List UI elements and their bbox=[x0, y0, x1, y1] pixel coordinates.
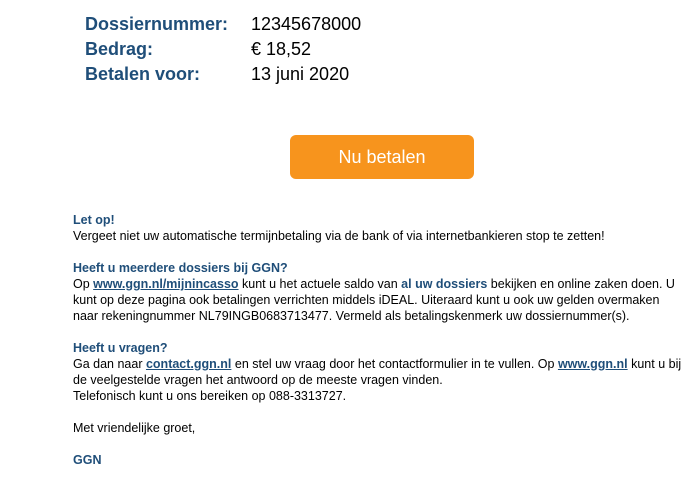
questions-text bbox=[73, 356, 683, 388]
due-date-row bbox=[85, 64, 485, 89]
pay-now-button[interactable]: Nu betalen bbox=[290, 135, 474, 179]
questions-mid: en stel uw vraag door het contactformulier in te vullen. Op bbox=[231, 357, 558, 371]
multiple-pre: Op bbox=[73, 277, 94, 291]
amount-row bbox=[85, 39, 485, 64]
multiple-dossiers-text bbox=[73, 276, 683, 324]
notice-heading: Let op! bbox=[73, 213, 115, 227]
multiple-mid: kunt u het actuele saldo van bbox=[238, 277, 402, 291]
questions-post: kunt u bij de veelgestelde vragen het antwoord op de meeste vragen vinden. bbox=[73, 357, 682, 387]
dossier-row bbox=[85, 14, 485, 39]
questions-pre: Ga dan naar bbox=[73, 357, 146, 371]
amount-label: Bedrag: bbox=[85, 39, 154, 59]
mijnincasso-link[interactable]: www.ggn.nl/mijnincasso bbox=[93, 277, 239, 291]
amount-value: € 18,52 bbox=[251, 39, 312, 59]
notice-text: Vergeet niet uw automatische termijnbetaling via de bank of via internetbankieren stop te zetten! bbox=[73, 229, 605, 243]
dossier-label: Dossiernummer: bbox=[85, 14, 229, 34]
questions-heading: Heeft u vragen? bbox=[73, 341, 168, 355]
multiple-dossiers-heading: Heeft u meerdere dossiers bij GGN? bbox=[73, 261, 288, 275]
payment-details bbox=[85, 14, 485, 89]
greeting: Met vriendelijke groet, bbox=[73, 421, 196, 435]
multiple-post: bekijken en online zaken doen. U kunt op deze pagina ook betalingen verrichten middels iDEAL. Uiteraard kunt u ook uw gelden overmaken naar rekeningnummer NL79INGB0683713477. Vermeld als betalingskenmerk uw dossiernummer(s). bbox=[73, 277, 675, 323]
ggn-website-link[interactable]: www.ggn.nl bbox=[557, 357, 628, 371]
phone-text: Telefonisch kunt u ons bereiken op 088-3313727. bbox=[73, 389, 347, 403]
due-date-label: Betalen voor: bbox=[85, 64, 201, 84]
due-date-value: 13 juni 2020 bbox=[251, 64, 350, 84]
email-body bbox=[73, 212, 683, 468]
contact-link[interactable]: contact.ggn.nl bbox=[145, 357, 232, 371]
signature: GGN bbox=[73, 453, 102, 467]
dossier-value: 12345678000 bbox=[251, 14, 362, 34]
all-dossiers-emphasis: al uw dossiers bbox=[401, 277, 488, 291]
